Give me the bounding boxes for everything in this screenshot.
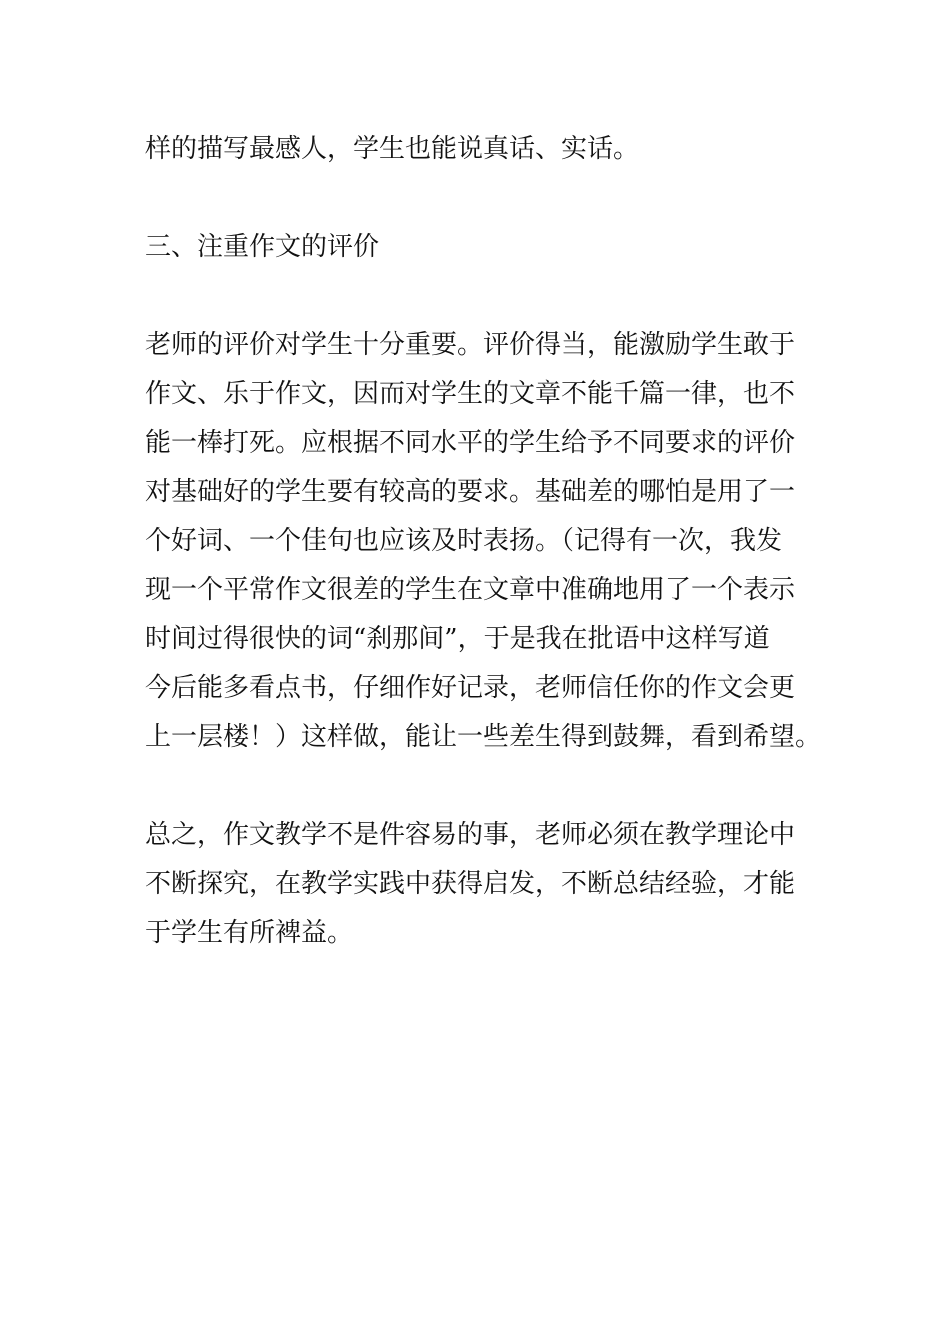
section-heading bbox=[145, 223, 810, 272]
text-line: 样的描写最感人，学生也能说真话、实话。 bbox=[145, 134, 640, 164]
text-line: 今后能多看点书，仔细作好记录，老师信任你的作文会更 bbox=[145, 673, 796, 703]
paragraph-gap bbox=[145, 174, 810, 223]
text-line: 个好词、一个佳句也应该及时表扬。（记得有一次，我发 bbox=[145, 526, 783, 556]
paragraph-conclusion bbox=[145, 811, 810, 958]
text-line: 总之，作文教学不是件容易的事，老师必须在教学理论中 bbox=[145, 820, 796, 850]
paragraph-gap bbox=[145, 762, 810, 811]
paragraph-continuation bbox=[145, 125, 810, 174]
text-line: 现一个平常作文很差的学生在文章中准确地用了一个表示 bbox=[145, 575, 796, 605]
heading-text: 三、注重作文的评价 bbox=[145, 232, 380, 262]
text-line: 老师的评价对学生十分重要。评价得当，能激励学生敢于 bbox=[145, 330, 796, 360]
text-line: 于学生有所裨益。 bbox=[145, 918, 354, 948]
paragraph-gap bbox=[145, 272, 810, 321]
text-line: 对基础好的学生要有较高的要求。基础差的哪怕是用了一 bbox=[145, 477, 796, 507]
document-body bbox=[145, 125, 822, 958]
text-line: 能一棒打死。应根据不同水平的学生给予不同要求的评价 bbox=[145, 428, 796, 458]
text-line: 不断探究，在教学实践中获得启发，不断总结经验，才能 bbox=[145, 869, 796, 899]
text-line: 作文、乐于作文，因而对学生的文章不能千篇一律，也不 bbox=[145, 379, 796, 409]
text-line: 上一层楼！）这样做，能让一些差生得到鼓舞，看到希望。 bbox=[145, 722, 822, 752]
text-line: 时间过得很快的词“刹那间”，于是我在批语中这样写道 bbox=[145, 624, 770, 654]
paragraph-evaluation bbox=[145, 321, 822, 762]
